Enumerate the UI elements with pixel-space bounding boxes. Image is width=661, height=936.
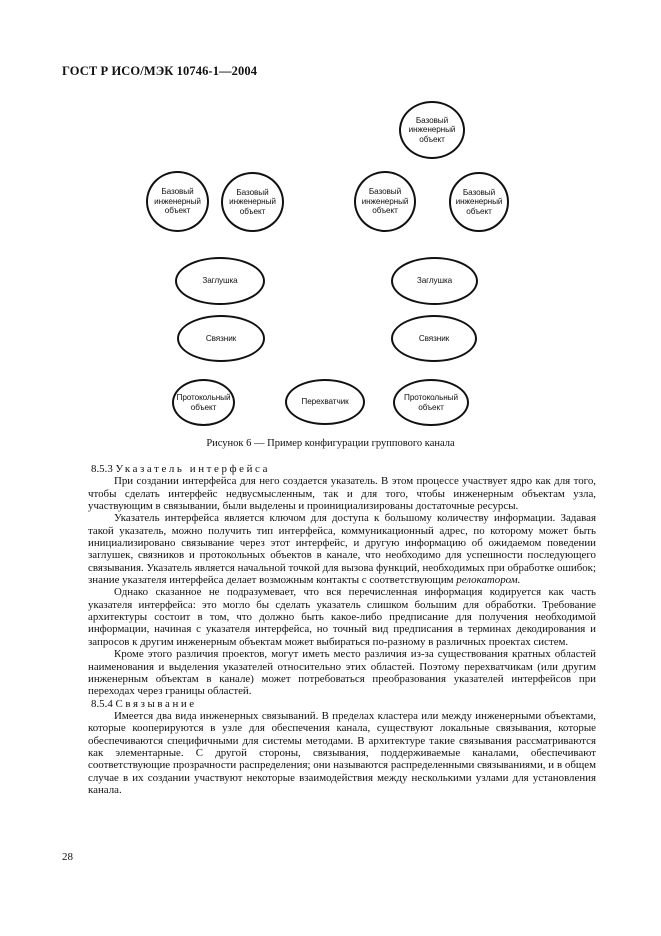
interceptor-node: Перехватчик [285, 379, 365, 425]
binder-node-left: Связник [177, 315, 265, 362]
engineering-object-node-3: Базовый инженерный объект [354, 171, 416, 232]
figure-caption: Рисунок 6 — Пример конфигурации группового канала [206, 438, 455, 449]
body-text [88, 463, 596, 796]
protocol-object-node-right: Протокольный объект [393, 379, 469, 426]
paragraph-text: Указатель интерфейса является ключом для доступа к большому количеству информации. Задавая такой указатель, можно получить тип интерфейса, коммуникационный адрес, по которому может быть инициализировано связывание через этот интерфейс, и другую информацию об ожидаемом поведении заглушек, связников и протокольных объектов в канале, что необходимо для успешности последующего связывания. Указатель является начальной точкой для вызова функций, необходимых при обработке ошибок; знание указателя интерфейса делает возможным контакты с соответствующим [88, 512, 596, 587]
document-header: ГОСТ Р ИСО/МЭК 10746-1—2004 [62, 64, 258, 78]
paragraph: Имеется два вида инженерных связываний. В пределах кластера или между инженерными объектами, которые кооперируются в узле для обеспечения канала, существуют локальные связывания, которые обеспечиваются специфичными для системы методами. В архитектуре такие связывания рассматриваются как элементарные. С другой стороны, связывания, поддерживаемые каналами, обеспечивают соответствующие прозрачности распределения; они называются распределенными связываниями, и в общем случае в их создании участвуют некоторые взаимодействия между несколькими узлами для установления канала. [88, 709, 596, 796]
section-8-5-3-heading [88, 463, 596, 475]
section-number: 8.5.3 [91, 463, 113, 475]
stub-node-right: Заглушка [391, 257, 478, 305]
paragraph [88, 512, 596, 586]
section-title: Связывание [115, 697, 197, 710]
paragraph: Однако сказанное не подразумевает, что вся перечисленная информация кодируется как часть указателя интерфейса: это могло бы сделать указатель слишком большим для обработки. Требование архитектуры состоит в том, что должно быть какое-либо предписание для получения необходимой информации, начиная с указателя интерфейса, но точный вид предписания в терминах декодирования и запросов к другим инженерным объектам может выбираться по-разному в различных проектах систем. [88, 586, 596, 648]
paragraph: Кроме этого различия проектов, могут иметь место различия из-за существования кратных областей наименования и выделения указателей относительно этих областей. Поэтому перехватчикам (или другим инженерным объектам в канале) может потребоваться преобразования указателей интерфейсов при переходах через границы областей. [88, 648, 596, 698]
page-number: 28 [62, 851, 73, 863]
binder-node-right: Связник [391, 315, 477, 362]
italic-term: релокатором. [456, 574, 521, 587]
protocol-object-node-left: Протокольный объект [172, 379, 235, 426]
engineering-object-node-2: Базовый инженерный объект [221, 172, 284, 232]
engineering-object-node-1: Базовый инженерный объект [146, 171, 209, 232]
section-title: Указатель интерфейса [115, 463, 271, 475]
paragraph: При создании интерфейса для него создается указатель. В этом процессе участвует ядро как для того, чтобы сделать интерфейс недвусмысленным, так и для того, чтобы инженерным объектам узла, участвующим в связывании, были выделены и проинициализированы достаточные ресурсы. [88, 475, 596, 513]
stub-node-left: Заглушка [175, 257, 265, 305]
top-engineering-object-node: Базовый инженерный объект [399, 101, 465, 159]
section-number: 8.5.4 [91, 697, 113, 710]
section-8-5-4-heading [88, 698, 596, 710]
engineering-object-node-4: Базовый инженерный объект [449, 172, 509, 232]
